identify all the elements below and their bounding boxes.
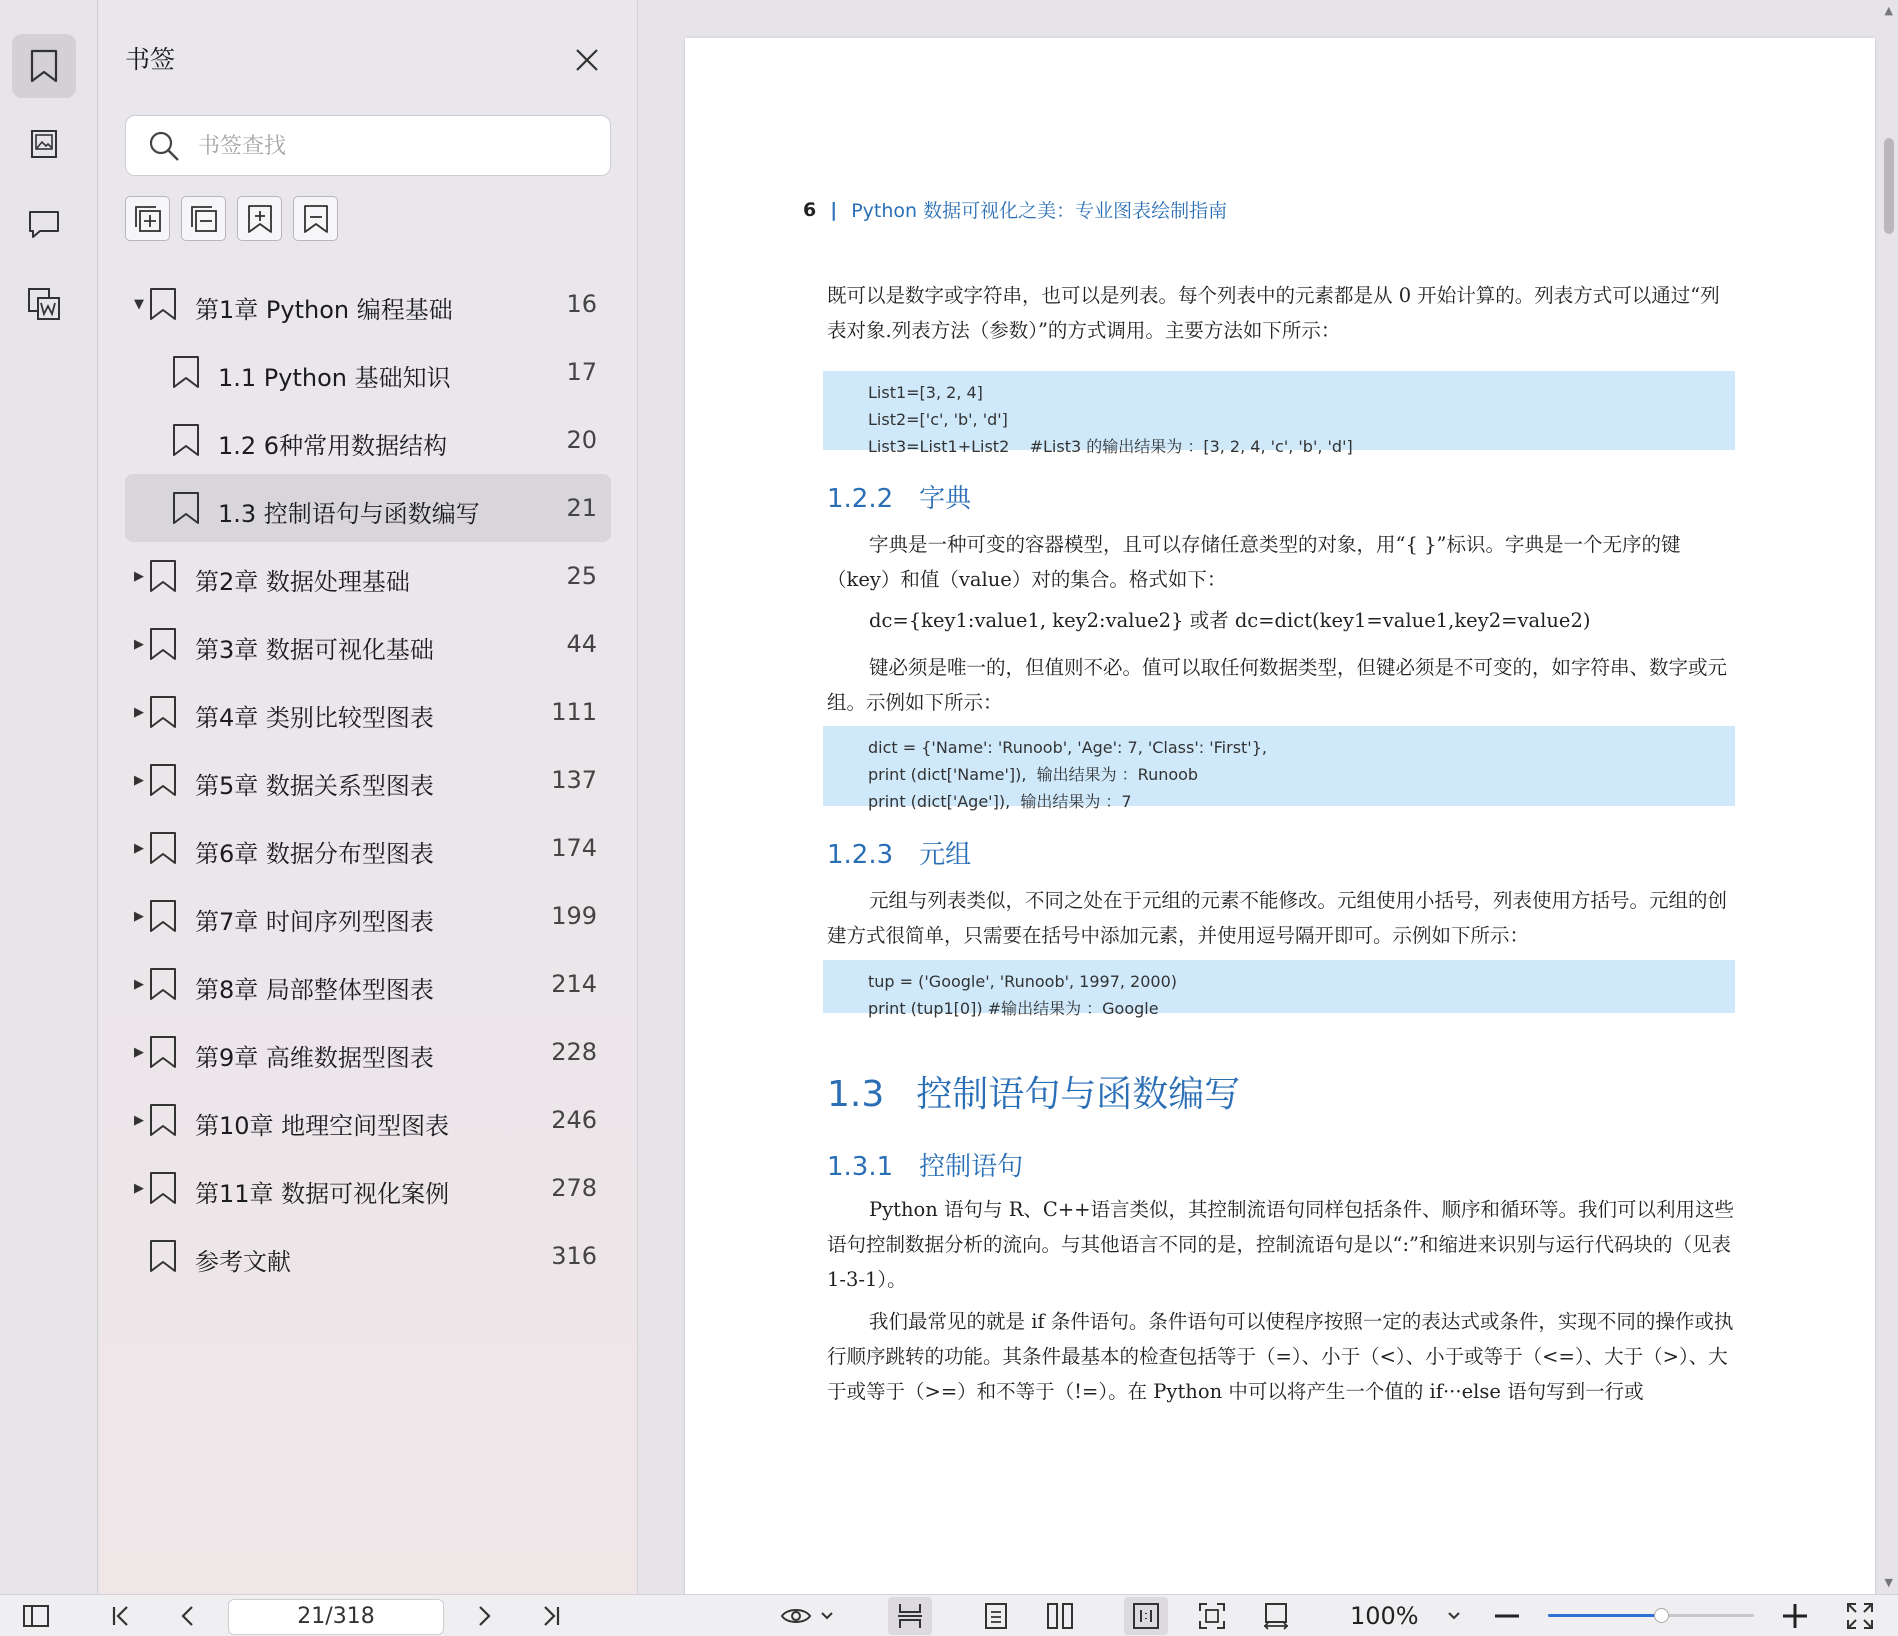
bookmark-label: 第4章 类别比较型图表 xyxy=(195,704,434,732)
bookmark-panel xyxy=(99,0,638,1594)
caret-right-icon[interactable]: ▶ xyxy=(134,1112,144,1128)
comment-icon xyxy=(28,209,60,239)
minus-icon xyxy=(1495,1614,1519,1618)
caret-right-icon[interactable]: ▶ xyxy=(134,704,144,720)
code-line: List1=[3, 2, 4] xyxy=(868,383,983,402)
bookmark-icon xyxy=(149,695,177,729)
pdf-page xyxy=(685,38,1875,1594)
single-page-icon xyxy=(984,1602,1008,1630)
caret-right-icon[interactable]: ▶ xyxy=(134,772,144,788)
first-page-button[interactable] xyxy=(106,1595,136,1636)
actual-size-icon xyxy=(1132,1602,1160,1630)
panel-title: 书签 xyxy=(125,45,176,74)
bookmark-item[interactable] xyxy=(125,338,611,406)
bookmark-icon xyxy=(149,763,177,797)
actual-size-button[interactable] xyxy=(1124,1597,1168,1635)
heading-title: 控制语句与函数编写 xyxy=(916,1074,1241,1115)
heading-number: 1.3.1 xyxy=(827,1152,894,1182)
bookmark-label: 第1章 Python 编程基础 xyxy=(195,296,453,324)
code-line: print (dict['Age']), 输出结果为 ：7 xyxy=(868,792,1132,811)
caret-right-icon[interactable]: ▶ xyxy=(134,1180,144,1196)
page-number-input[interactable]: 21/318 xyxy=(228,1599,444,1635)
bookmark-button[interactable] xyxy=(293,196,338,241)
document-viewer[interactable] xyxy=(639,0,1898,1594)
thumbnails-tab[interactable] xyxy=(12,112,76,176)
document-w-icon xyxy=(27,287,61,321)
bookmark-page-number: 21 xyxy=(566,494,597,522)
bookmark-icon xyxy=(172,423,200,457)
bookmark-item[interactable] xyxy=(125,1086,611,1154)
bookmark-page-number: 20 xyxy=(566,426,597,454)
chevron-down-icon xyxy=(1447,1611,1461,1621)
bookmark-icon xyxy=(149,831,177,865)
scroll-up-icon[interactable]: ▲ xyxy=(1884,4,1893,17)
heading-number: 1.2.3 xyxy=(827,840,894,870)
bookmark-item[interactable] xyxy=(125,882,611,950)
fullscreen-button[interactable] xyxy=(1842,1595,1878,1636)
bookmark-item[interactable] xyxy=(125,1018,611,1086)
bookmark-page-number: 44 xyxy=(566,630,597,658)
view-mode-dropdown[interactable] xyxy=(776,1595,838,1636)
chevron-right-icon xyxy=(477,1605,493,1627)
caret-right-icon[interactable]: ▶ xyxy=(134,908,144,924)
heading-title: 元组 xyxy=(919,840,972,870)
bookmark-label: 第2章 数据处理基础 xyxy=(195,568,410,596)
bookmark-item[interactable] xyxy=(125,1222,611,1290)
caret-right-icon[interactable]: ▶ xyxy=(134,840,144,856)
bookmark-page-number: 17 xyxy=(566,358,597,386)
formula-line: dc={key1:value1, key2:value2} 或者 dc=dict(key1=value1,key2=value2) xyxy=(869,609,1591,632)
sidebar-toggle-icon xyxy=(22,1604,50,1628)
bookmark-item[interactable] xyxy=(125,474,611,542)
bookmark-label: 1.1 Python 基础知识 xyxy=(218,364,451,392)
bookmark-page-number: 316 xyxy=(551,1242,597,1270)
bookmark-item[interactable] xyxy=(125,1154,611,1222)
image-icon xyxy=(30,129,58,159)
comments-tab[interactable] xyxy=(12,192,76,256)
bookmark-label: 第8章 局部整体型图表 xyxy=(195,976,434,1004)
bookmark-label: 参考文献 xyxy=(195,1248,291,1276)
code-line: print (dict['Name']), 输出结果为 ：Runoob xyxy=(868,765,1199,784)
first-page-icon xyxy=(110,1605,132,1627)
bookmark-label: 第10章 地理空间型图表 xyxy=(195,1112,450,1140)
zoom-slider-fill xyxy=(1548,1614,1661,1617)
bookmarks-tab[interactable] xyxy=(12,34,76,98)
bookmark-item[interactable] xyxy=(125,678,611,746)
add-bookmark-button[interactable] xyxy=(237,196,282,241)
page-number: 6 xyxy=(803,198,817,221)
bookmark-item[interactable] xyxy=(125,746,611,814)
add-bookmark-icon xyxy=(247,204,273,234)
heading-title: 控制语句 xyxy=(919,1152,1024,1182)
continuous-scroll-button[interactable] xyxy=(888,1597,932,1635)
code-line: dict = {'Name': 'Runoob', 'Age': 7, 'Class': 'First'}, xyxy=(868,738,1267,757)
two-page-button[interactable] xyxy=(1038,1595,1082,1636)
bookmark-toolbar xyxy=(125,196,338,241)
code-block xyxy=(823,960,1735,1018)
bookmark-icon xyxy=(149,627,177,661)
fit-width-button[interactable] xyxy=(1254,1595,1298,1636)
bookmark-list xyxy=(125,270,611,1290)
fit-page-button[interactable] xyxy=(1190,1595,1234,1636)
book-title: Python 数据可视化之美：专业图表绘制指南 xyxy=(851,200,1228,222)
bookmark-icon xyxy=(172,355,200,389)
section-heading xyxy=(827,1146,1023,1183)
bookmark-page-number: 25 xyxy=(566,562,597,590)
bookmark-icon xyxy=(172,491,200,525)
paragraph: 字典是一种可变的容器模型，且可以存储任意类型的对象，用“{ }”标识。字典是一个无序的键（key）和值（value）对的集合。格式如下： xyxy=(827,533,1681,591)
paragraph: 既可以是数字或字符串，也可以是列表。每个列表中的元素都是从 0 开始计算的。列表方式可以通过“列表对象.列表方法（参数）”的方式调用。主要方法如下所示： xyxy=(827,284,1720,342)
bookmark-item[interactable] xyxy=(125,406,611,474)
bookmark-label: 第7章 时间序列型图表 xyxy=(195,908,434,936)
previous-page-button[interactable] xyxy=(172,1595,202,1636)
code-block xyxy=(823,726,1735,811)
zoom-dropdown-button[interactable] xyxy=(1442,1595,1466,1636)
bookmark-label: 第5章 数据关系型图表 xyxy=(195,772,434,800)
continuous-scroll-icon xyxy=(896,1602,924,1630)
next-page-button[interactable] xyxy=(470,1595,500,1636)
running-header xyxy=(803,196,1227,223)
caret-right-icon[interactable]: ▶ xyxy=(134,1044,144,1060)
zoom-level[interactable]: 100% xyxy=(1350,1602,1419,1630)
bookmark-label: 1.2 6种常用数据结构 xyxy=(218,432,448,460)
bookmark-item[interactable] xyxy=(125,542,611,610)
bookmark-item[interactable] xyxy=(125,270,611,338)
bookmark-item[interactable] xyxy=(125,814,611,882)
collapse-all-icon xyxy=(189,204,219,234)
fit-page-icon xyxy=(1198,1602,1226,1630)
close-icon xyxy=(575,48,599,72)
paragraph: 我们最常见的就是 if 条件语句。条件语句可以使程序按照一定的表达式或条件，实现不同的操作或执行顺序跳转的功能。其条件最基本的检查包括等于（=）、小于（<）、小于或等于（<=）、大于（>）、大于或等于（>=）和不等于（!=）。在 Python 中可以将产生一个值的 if···else 语句写到一行或 xyxy=(827,1310,1734,1403)
code-line: print (tup1[0]) #输出结果为 ：Google xyxy=(868,999,1159,1018)
chevron-down-icon xyxy=(820,1611,834,1621)
heading-number: 1.2.2 xyxy=(827,484,894,514)
bookmark-page-number: 228 xyxy=(551,1038,597,1066)
paragraph: Python 语句与 R、C++语言类似，其控制流语句同样包括条件、顺序和循环等。我们可以利用这些语句控制数据分析的流向。与其他语言不同的是，控制流语句是以“:”和缩进来识别与运行代码块的（见表 1-3-1）。 xyxy=(827,1198,1735,1291)
fit-width-icon xyxy=(1262,1602,1290,1630)
bookmark-page-number: 111 xyxy=(551,698,597,726)
bookmark-search-box[interactable] xyxy=(125,115,611,176)
bookmark-label: 1.3 控制语句与函数编写 xyxy=(218,500,480,528)
zoom-in-button[interactable] xyxy=(1780,1595,1810,1636)
bookmark-icon xyxy=(149,1239,177,1273)
bookmark-page-number: 137 xyxy=(551,766,597,794)
chapter-section-heading xyxy=(827,1066,1240,1117)
expand-all-icon xyxy=(133,204,163,234)
collapse-all-button[interactable] xyxy=(181,196,226,241)
last-page-icon xyxy=(540,1605,562,1627)
zoom-slider[interactable] xyxy=(1548,1614,1754,1617)
scroll-down-icon[interactable]: ▼ xyxy=(1884,1576,1893,1589)
scroll-thumb[interactable] xyxy=(1884,138,1894,234)
zoom-slider-handle[interactable] xyxy=(1654,1608,1669,1623)
two-page-icon xyxy=(1046,1602,1074,1630)
search-icon xyxy=(148,130,180,162)
bookmark-icon xyxy=(149,287,177,321)
bookmark-icon xyxy=(30,49,58,83)
code-line: tup = ('Google', 'Runoob', 1997, 2000) xyxy=(868,972,1178,991)
bookmark-icon xyxy=(149,1103,177,1137)
bookmark-label: 第9章 高维数据型图表 xyxy=(195,1044,434,1072)
caret-down-icon[interactable]: ▼ xyxy=(134,296,144,312)
bookmark-page-number: 199 xyxy=(551,902,597,930)
bookmark-icon xyxy=(149,967,177,1001)
code-line: List2=['c', 'b', 'd'] xyxy=(868,410,1008,429)
eye-icon xyxy=(780,1605,812,1627)
code-line: List3=List1+List2 #List3 的输出结果为 ：[3, 2, 4, 'c', 'b', 'd'] xyxy=(868,437,1353,456)
bookmark-label: 第6章 数据分布型图表 xyxy=(195,840,434,868)
header-separator: | xyxy=(830,198,838,221)
paragraph: 元组与列表类似，不同之处在于元组的元素不能修改。元组使用小括号，列表使用方括号。元组的创建方式很简单，只需要在括号中添加元素，并使用逗号隔开即可。示例如下所示： xyxy=(827,889,1728,947)
bookmark-label: 第3章 数据可视化基础 xyxy=(195,636,434,664)
status-bar xyxy=(0,1594,1898,1636)
bookmark-page-number: 278 xyxy=(551,1174,597,1202)
bookmark-icon xyxy=(149,559,177,593)
paragraph: 键必须是唯一的，但值则不必。值可以取任何数据类型，但键必须是不可变的，如字符串、数字或元组。示例如下所示： xyxy=(827,656,1728,714)
attachments-tab[interactable] xyxy=(12,272,76,336)
heading-number: 1.3 xyxy=(827,1074,885,1115)
bookmark-label: 第11章 数据可视化案例 xyxy=(195,1180,450,1208)
bookmark-item[interactable] xyxy=(125,950,611,1018)
code-block xyxy=(823,371,1735,456)
bookmark-icon xyxy=(149,1171,177,1205)
bookmark-page-number: 174 xyxy=(551,834,597,862)
bookmark-page-number: 214 xyxy=(551,970,597,998)
caret-right-icon[interactable]: ▶ xyxy=(134,976,144,992)
fullscreen-icon xyxy=(1846,1602,1874,1630)
plus-icon xyxy=(1783,1604,1807,1628)
close-panel-button[interactable] xyxy=(571,44,603,76)
toggle-sidebar-button[interactable] xyxy=(18,1595,54,1636)
bookmark-item[interactable] xyxy=(125,610,611,678)
vertical-scrollbar[interactable] xyxy=(1876,0,1898,1594)
chevron-left-icon xyxy=(179,1605,195,1627)
zoom-out-button[interactable] xyxy=(1492,1595,1522,1636)
heading-title: 字典 xyxy=(919,484,972,514)
bookmark-page-number: 16 xyxy=(566,290,597,318)
last-page-button[interactable] xyxy=(536,1595,566,1636)
sidebar-rail xyxy=(0,0,98,1594)
single-page-button[interactable] xyxy=(974,1595,1018,1636)
caret-right-icon[interactable]: ▶ xyxy=(134,568,144,584)
caret-right-icon[interactable]: ▶ xyxy=(134,636,144,652)
bookmark-search-input[interactable] xyxy=(198,128,588,164)
expand-all-button[interactable] xyxy=(125,196,170,241)
bookmark-page-number: 246 xyxy=(551,1106,597,1134)
bookmark-icon xyxy=(149,899,177,933)
bookmark-icon xyxy=(149,1035,177,1069)
section-heading xyxy=(827,478,971,515)
bookmark-outline-icon xyxy=(303,204,329,234)
section-heading xyxy=(827,834,971,871)
